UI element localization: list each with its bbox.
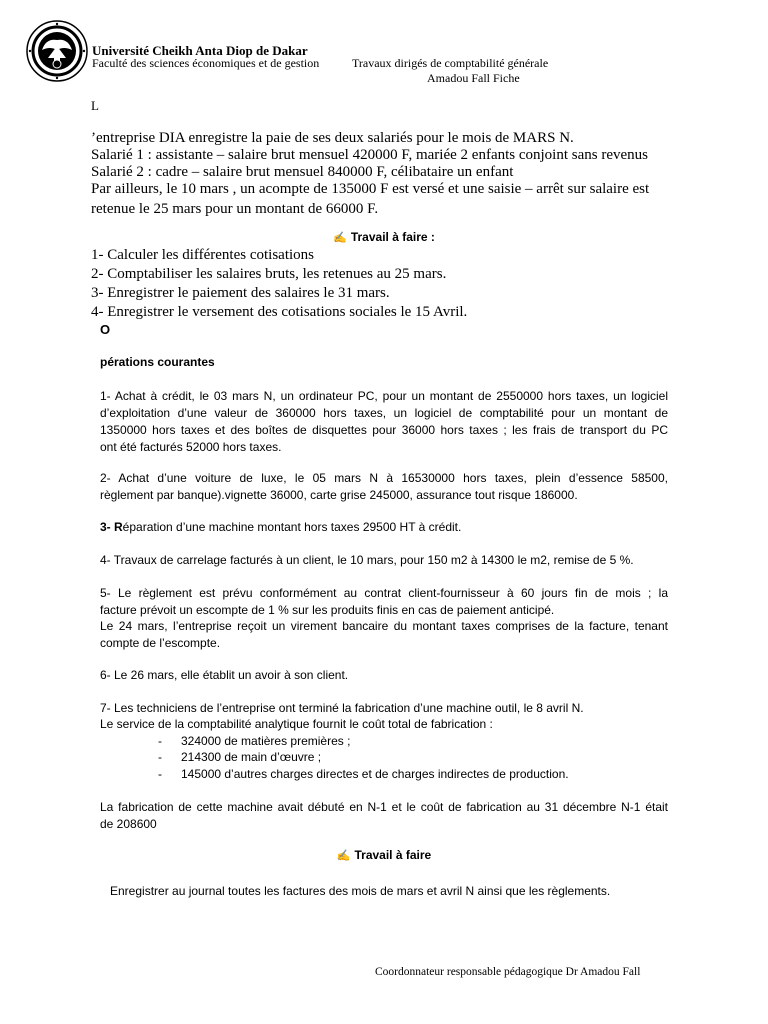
university-name: Université Cheikh Anta Diop de Dakar <box>92 43 308 58</box>
operation-3-prefix: 3- R <box>100 520 123 534</box>
writing-hand-icon: ✍ <box>333 232 347 244</box>
operation-3-text: éparation d’une machine montant hors taxes 29500 HT à crédit. <box>122 520 462 534</box>
operation-1-line: d’exploitation d’une valeur de 360000 hors taxes, un logiciel de comptabilité pour un montant de <box>100 406 668 420</box>
university-seal-logo <box>26 20 88 82</box>
drop-letter-l: L <box>91 98 99 113</box>
operation-1 <box>100 388 668 456</box>
task-title-1: Travail à faire : <box>350 230 435 244</box>
task-heading-1 <box>0 230 768 244</box>
operation-3 <box>100 519 461 536</box>
operation-5-virement-line: compte de l’escompte. <box>100 636 221 650</box>
operation-2-line: règlement par banque).vignette 36000, carte grise 245000, assurance tout risque 186000. <box>100 488 578 502</box>
intro-line: ’entreprise DIA enregistre la paie de ses deux salariés pour le mois de MARS N. <box>91 130 574 146</box>
operation-7-line-1: 7- Les techniciens de l’entreprise ont terminé la fabrication d’une machine outil, le 8 avril N. <box>100 701 584 715</box>
author-line: Amadou Fall Fiche <box>427 71 520 85</box>
writing-hand-icon: ✍ <box>336 850 351 862</box>
operation-5-line: facture prévoit un escompte de 1 % sur les produits finis en cas de paiement anticipé. <box>100 603 555 617</box>
faculty-name: Faculté des sciences économiques et de gestion <box>92 56 320 70</box>
operation-5-line: 5- Le règlement est prévu conformément au contrat client-fournisseur à 60 jours fin de mois ; la <box>100 586 668 600</box>
operations-title: pérations courantes <box>100 355 215 369</box>
task-item-2: 2- Comptabiliser les salaires bruts, les retenues au 25 mars. <box>91 266 447 282</box>
salarie-1-line: Salarié 1 : assistante – salaire brut mensuel 420000 F, mariée 2 enfants conjoint sans revenus <box>91 147 648 163</box>
course-title: Travaux dirigés de comptabilité générale <box>352 56 549 70</box>
footer-coordinator: Coordonnateur responsable pédagogique Dr Amadou Fall <box>375 966 641 978</box>
operation-2 <box>100 470 668 504</box>
operation-1-line: 1- Achat à crédit, le 03 mars N, un ordinateur PC, pour un montant de 2550000 hors taxes, un logiciel <box>100 389 668 403</box>
cost-bullet-1 <box>158 733 350 750</box>
drop-letter-o: O <box>100 322 111 337</box>
operation-5 <box>100 585 668 619</box>
operation-6: 6- Le 26 mars, elle établit un avoir à son client. <box>100 668 349 682</box>
cost-bullet-text: 145000 d’autres charges directes et de charges indirectes de production. <box>181 767 569 781</box>
bullet-dash: - <box>158 767 162 781</box>
cost-bullet-3 <box>158 766 569 783</box>
final-instruction: Enregistrer au journal toutes les factures des mois de mars et avril N ainsi que les règlements. <box>110 884 611 898</box>
cost-bullet-2 <box>158 749 321 766</box>
bullet-dash: - <box>158 734 162 748</box>
fabrication-note <box>100 799 668 833</box>
fabrication-note-line: de 208600 <box>100 817 157 831</box>
bullet-dash: - <box>158 750 162 764</box>
operation-5-virement-line: Le 24 mars, l’entreprise reçoit un virement bancaire du montant taxes comprises de la facture, tenant <box>100 619 668 633</box>
task-item-4: 4- Enregistrer le versement des cotisations sociales le 15 Avril. <box>91 304 468 320</box>
operation-1-line: ont été facturés 52000 hors taxes. <box>100 440 282 454</box>
cost-bullet-text: 324000 de matières premières ; <box>181 734 351 748</box>
task-item-1: 1- Calculer les différentes cotisations <box>91 247 314 263</box>
operation-2-line: 2- Achat d’une voiture de luxe, le 05 mars N à 16530000 hors taxes, plein d’essence 58500, <box>100 471 668 485</box>
salarie-2-line: Salarié 2 : cadre – salaire brut mensuel 840000 F, célibataire un enfant <box>91 164 514 180</box>
operation-5-virement <box>100 618 668 652</box>
task-title-2: Travail à faire <box>354 848 432 862</box>
saisie-line: retenue le 25 mars pour un montant de 66000 F. <box>91 201 379 217</box>
task-item-3: 3- Enregistrer le paiement des salaires le 31 mars. <box>91 285 390 301</box>
cost-bullet-text: 214300 de main d’œuvre ; <box>181 750 322 764</box>
acompte-line: Par ailleurs, le 10 mars , un acompte de 135000 F est versé et une saisie – arrêt sur salaire est <box>91 181 650 197</box>
operation-4: 4- Travaux de carrelage facturés à un client, le 10 mars, pour 150 m2 à 14300 le m2, remise de 5 %. <box>100 553 634 567</box>
fabrication-note-line: La fabrication de cette machine avait débuté en N-1 et le coût de fabrication au 31 décembre N-1 était <box>100 800 668 814</box>
operation-1-line: 1350000 hors taxes et des boîtes de disquettes pour 36000 hors taxes ; les frais de transport du PC <box>100 423 668 437</box>
task-heading-2 <box>0 848 768 862</box>
operation-7-line-2: Le service de la comptabilité analytique fournit le coût total de fabrication : <box>100 717 493 731</box>
